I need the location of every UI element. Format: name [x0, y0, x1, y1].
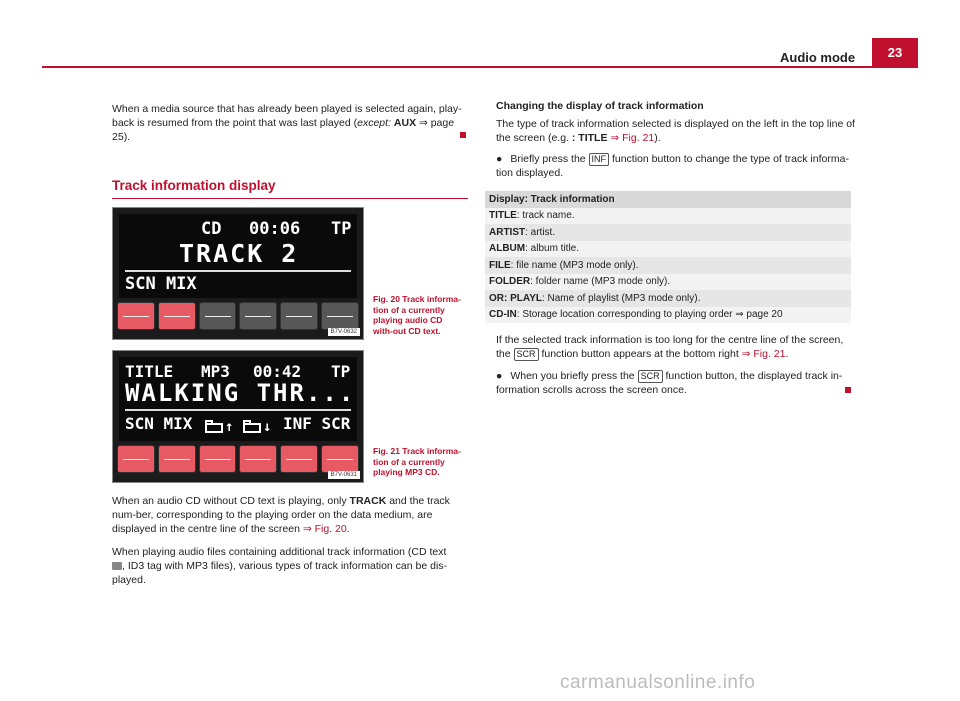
end-of-section-marker: [845, 387, 851, 393]
function-button-2[interactable]: [158, 445, 196, 473]
paragraph-scr: If the selected track information is too long for the centre line of the screen, the SCR function button appears at the bottom right ⇒ Fig. 21.: [496, 334, 844, 360]
function-button-3[interactable]: [199, 302, 237, 330]
function-button-row: [117, 302, 359, 330]
table-row: ARTIST: artist.: [485, 224, 851, 241]
figure-21-link[interactable]: ⇒ Fig. 21: [741, 348, 786, 360]
table-header: Display: Track information: [485, 191, 851, 208]
lcd-soft-labels-right: INF SCR: [283, 414, 351, 433]
lcd-source: CD: [201, 219, 222, 239]
figure-21-link[interactable]: ⇒ Fig. 21: [610, 132, 655, 144]
figure-21-caption: Fig. 21 Track informa-tion of a currently playing MP3 CD.: [373, 446, 461, 477]
table-row: OR: PLAYL: Name of playlist (MP3 mode only).: [485, 290, 851, 307]
function-button-6[interactable]: [321, 445, 359, 473]
function-button-row: [117, 445, 359, 473]
figure-20-link[interactable]: ⇒ Fig. 20: [302, 523, 347, 535]
function-button-1[interactable]: [117, 445, 155, 473]
watermark: carmanualsonline.info: [560, 672, 756, 693]
intro-paragraph: When a media source that has already been played is selected again, play-back is resumed from the point that was last played (except: AUX ⇒ page 25).: [112, 103, 462, 143]
lcd-rule: [125, 270, 351, 272]
track-info-table: [485, 191, 851, 323]
function-button-2[interactable]: [158, 302, 196, 330]
lcd-screen: [119, 214, 357, 298]
cd-text-icon: [112, 562, 122, 570]
lcd-track-title: WALKING THR...: [125, 379, 356, 407]
lcd-tp: TP: [331, 219, 352, 239]
lcd-soft-labels-left: SCN MIX: [125, 414, 193, 433]
folder-up-icon: ↑: [205, 416, 233, 435]
table-row: CD-IN: Storage location corresponding to playing order ⇒ page 20: [485, 307, 851, 324]
figure-21-radio-display: [112, 350, 364, 483]
figure-20-caption: Fig. 20 Track informa-tion of a currently playing audio CD with-out CD text.: [373, 294, 461, 336]
function-button-5[interactable]: [280, 302, 318, 330]
inf-key: INF: [589, 153, 610, 166]
lcd-info-type: TITLE: [125, 362, 174, 381]
heading-rule: [112, 198, 468, 199]
lcd-tp: TP: [331, 362, 351, 381]
lcd-time: 00:42: [253, 362, 302, 381]
table-row: FOLDER: folder name (MP3 mode only).: [485, 274, 851, 291]
header-rule: [42, 66, 918, 68]
end-of-section-marker: [460, 132, 466, 138]
page-number: 23: [872, 38, 918, 66]
paragraph-audio-cd: When an audio CD without CD text is playing, only TRACK and the track num-ber, corresponding to the playing order on the data medium, are displayed in the centre line of the screen ⇒ Fig. 20.: [112, 495, 450, 535]
paragraph-additional-info: When playing audio files containing additional track information (CD text , ID3 tag with MP3 files), various types of track information can be dis-played.: [112, 546, 448, 586]
subheading-changing-display: Changing the display of track information: [496, 100, 704, 112]
lcd-track: TRACK 2: [179, 239, 299, 268]
lcd-source: MP3: [201, 362, 230, 381]
lcd-screen: [119, 357, 357, 441]
function-button-3[interactable]: [199, 445, 237, 473]
section-heading: Track information display: [112, 178, 276, 193]
scr-key: SCR: [514, 348, 539, 361]
function-button-5[interactable]: [280, 445, 318, 473]
running-head: Audio mode: [780, 50, 856, 65]
figure-20-radio-display: [112, 207, 364, 340]
figure-code: B7V-0632: [328, 328, 360, 336]
lcd-time: 00:06: [249, 219, 301, 239]
function-button-6[interactable]: [321, 302, 359, 330]
function-button-4[interactable]: [239, 445, 277, 473]
bullet-scr: ● When you briefly press the SCR function button, the displayed track in-formation scrolls across the screen once.: [496, 370, 843, 396]
table-row: FILE: file name (MP3 mode only).: [485, 257, 851, 274]
paragraph-track-info-type: The type of track information selected is displayed on the left in the top line of the screen (e.g. : TITLE ⇒ Fig. 21).: [496, 118, 855, 144]
function-button-4[interactable]: [239, 302, 277, 330]
scr-key: SCR: [638, 370, 663, 383]
lcd-rule: [125, 409, 351, 411]
figure-code: B7V-0631: [328, 471, 360, 479]
table-row: TITLE: track name.: [485, 208, 851, 225]
folder-down-icon: ↓: [243, 416, 271, 435]
table-row: ALBUM: album title.: [485, 241, 851, 258]
bullet-inf: ● Briefly press the INF function button to change the type of track informa-tion displayed.: [496, 153, 849, 179]
function-button-1[interactable]: [117, 302, 155, 330]
lcd-soft-labels: SCN MIX: [125, 274, 197, 294]
